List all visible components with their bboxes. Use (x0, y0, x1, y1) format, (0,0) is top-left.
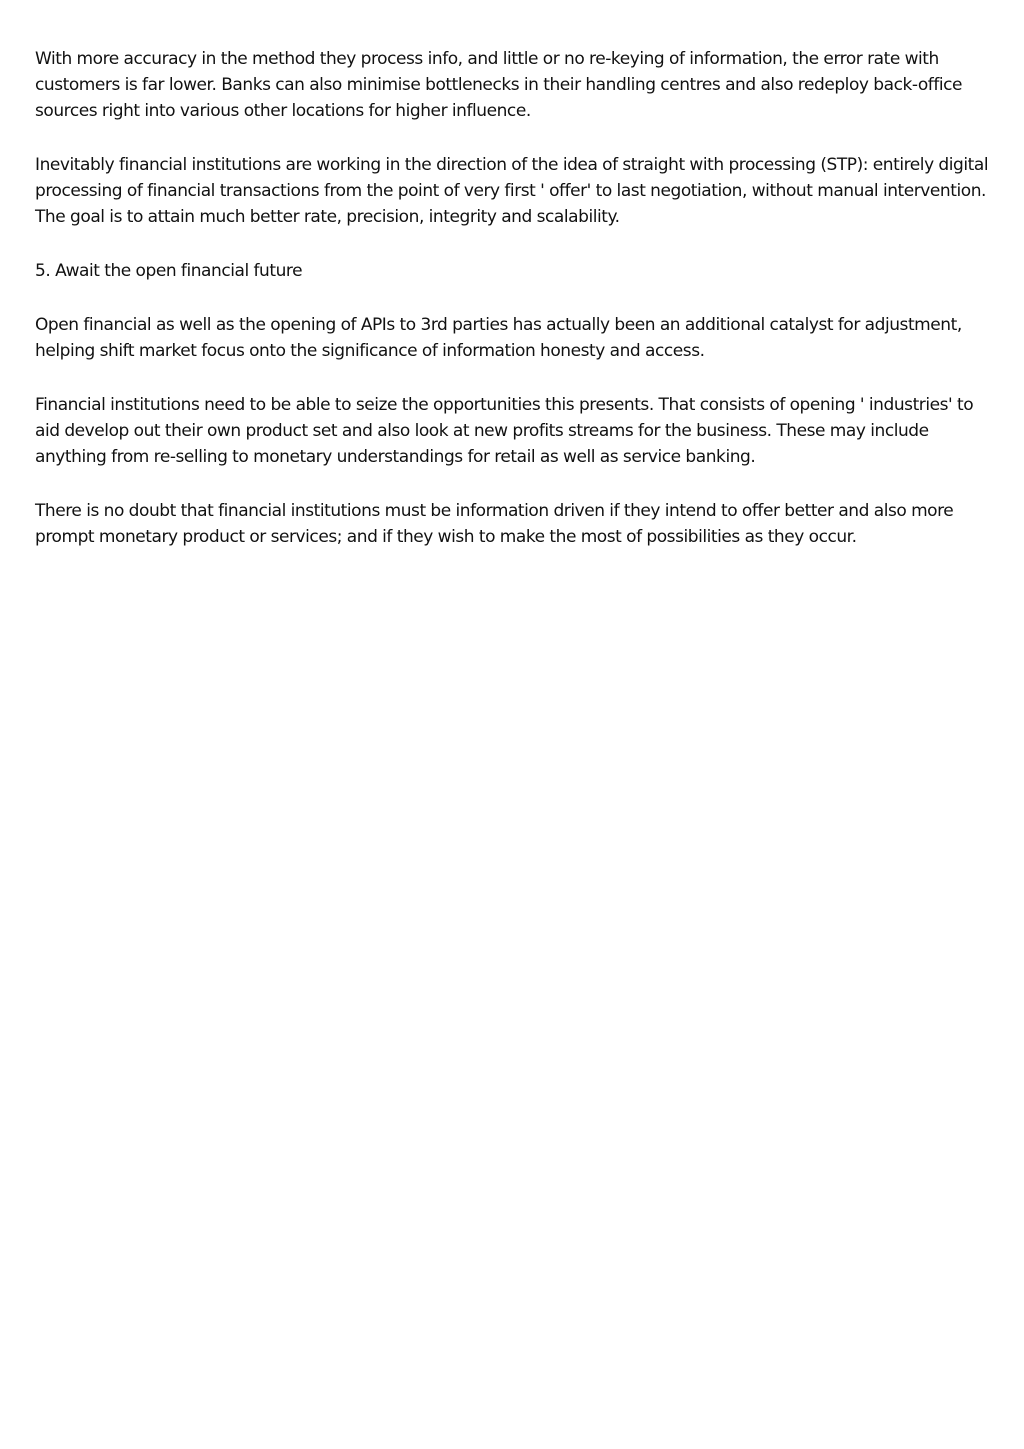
paragraph-open-financial-apis: Open financial as well as the opening of APIs to 3rd parties has actually been an additional catalyst for adjustment, helping shift market focus onto the significance of information honesty and access. (35, 315, 962, 361)
section-heading-open-financial: 5. Await the open financial future (35, 261, 303, 281)
paragraph-opportunities: Financial institutions need to be able to seize the opportunities this presents. That consists of opening ' industries' to aid develop out their own product set and also look at new profits streams for the business. These may include anything from re-selling to monetary understandings for retail as well as service banking. (35, 395, 974, 467)
paragraph-accuracy: With more accuracy in the method they process info, and little or no re-keying of information, the error rate with customers is far lower. Banks can also minimise bottlenecks in their handling centres and also redeploy back-office sources right into various other locations for higher influence. (35, 49, 963, 121)
paragraph-conclusion: There is no doubt that financial institutions must be information driven if they intend to offer better and also more prompt monetary product or services; and if they wish to make the most of possibilities as they occur. (35, 501, 954, 547)
paragraph-stp: Inevitably financial institutions are working in the direction of the idea of straight with processing (STP): entirely digital processing of financial transactions from the point of very first ' offer' to last negotiation, without manual intervention. The goal is to attain much better rate, precision, integrity and scalability. (35, 155, 989, 227)
document-body (35, 46, 1000, 578)
